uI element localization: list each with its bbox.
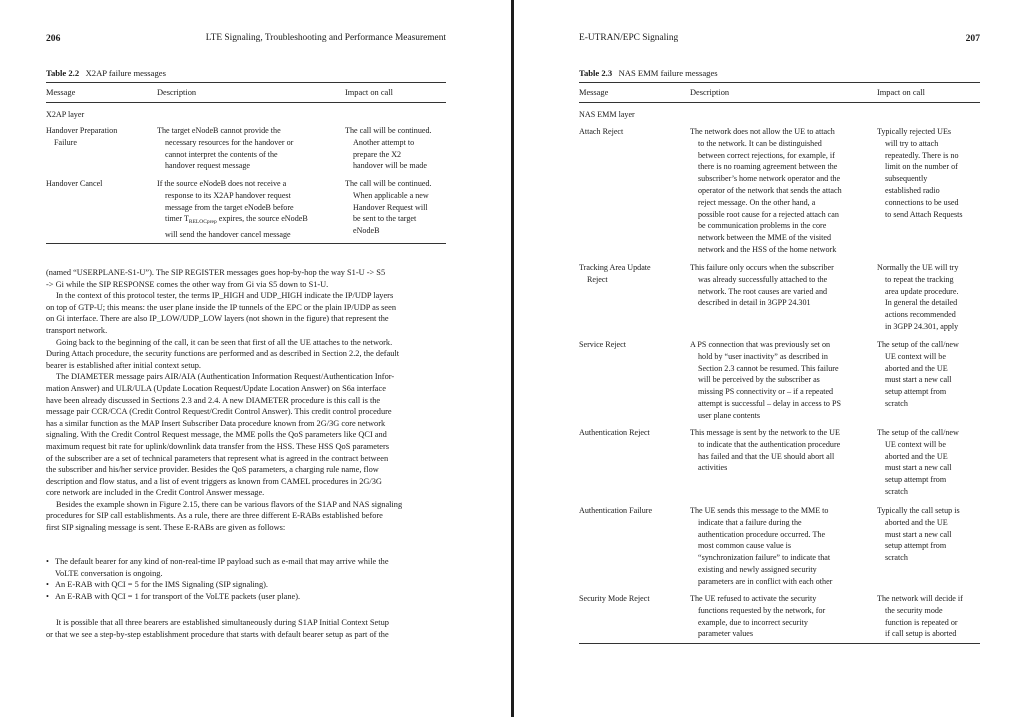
cell-line: Handover Preparation <box>46 126 118 135</box>
table-row-message <box>579 593 650 605</box>
cell-line-timer <box>157 213 308 229</box>
bullet-text: The default bearer for any kind of non-real-time IP payload such as e-mail that may arrive while the <box>55 557 389 566</box>
timer-prefix: timer T <box>165 214 189 224</box>
text-line: be communication problems in the core <box>698 221 827 231</box>
text-line: indicate that a failure during the <box>698 517 802 527</box>
text-line: most common cause value is <box>698 541 792 551</box>
cell-line: The call will be continued. <box>345 179 432 188</box>
timer-subscript: RELOCprep <box>188 219 217 226</box>
text-line: aborted and the UE <box>885 517 948 527</box>
text-line: maximum request bit rate for uplink/downlink data transfer from the HSS. These HSS QoS parameters <box>46 441 390 451</box>
text-line: The network will decide if <box>877 594 963 603</box>
text-line: scratch <box>885 398 908 408</box>
text-line: scratch <box>885 486 908 496</box>
text-line: Typically rejected UEs <box>877 127 952 136</box>
text-line: Authentication Reject <box>579 428 650 437</box>
table-header-message: Message <box>579 88 609 97</box>
table-caption: X2AP failure messages <box>85 68 166 78</box>
text-line: if call setup is aborted <box>885 629 957 639</box>
text-line: has a similar function as the MAP Insert Subscriber Data procedure known from 2G/3G core network <box>46 418 386 428</box>
text-line: network between the MME of the visited <box>698 233 832 243</box>
text-line: between correct rejections, for example, if <box>698 150 835 160</box>
table-row-message <box>579 505 652 517</box>
text-line: must start a new call <box>885 375 952 385</box>
text-line: must start a new call <box>885 529 952 539</box>
text-line: there is no roaming agreement between the <box>698 162 838 172</box>
text-line: function is repeated or <box>885 617 958 627</box>
text-line: user plane contents <box>698 410 761 420</box>
text-line: Security Mode Reject <box>579 594 650 603</box>
text-line: Tracking Area Update <box>579 263 651 272</box>
text-line: to the network. It can be distinguished <box>698 138 822 148</box>
text-line: on top of GTP-U; this means: the user plane inside the IP tunnels of the EPC or the plain IP/UDP as seen <box>46 302 397 312</box>
table-top-rule <box>46 82 446 83</box>
text-line: (named “USERPLANE-S1-U”). The SIP REGISTER messages goes hop-by-hop the way S1-U -> S5 <box>46 268 386 277</box>
bullet-list <box>46 556 389 602</box>
text-line: In general the detailed <box>885 298 958 308</box>
text-line: example, due to incorrect security <box>698 617 808 627</box>
text-line: activities <box>698 463 728 473</box>
bullet-dot-icon: • <box>46 580 49 590</box>
table-header-rule <box>46 102 446 103</box>
cell-line: When applicable a new <box>353 190 429 200</box>
text-line: UE context will be <box>885 439 946 449</box>
text-line: to repeat the tracking <box>885 274 954 284</box>
table-row-impact <box>877 339 959 410</box>
table-header-message: Message <box>46 88 76 97</box>
text-line: repeatedly. There is no <box>885 150 959 160</box>
cell-line: The target eNodeB cannot provide the <box>157 126 281 135</box>
table-number: Table 2.2 <box>46 68 80 78</box>
text-line: setup attempt from <box>885 387 947 397</box>
text-line: area update procedure. <box>885 286 959 296</box>
table-row-impact <box>877 505 960 564</box>
text-line: bearer is established after initial context setup. <box>46 360 201 370</box>
table-row-description <box>690 339 841 422</box>
closing-paragraph <box>46 617 389 640</box>
text-line: This message is sent by the network to the UE <box>690 428 840 437</box>
text-line: The setup of the call/new <box>877 428 959 437</box>
table-section-label: NAS EMM layer <box>579 110 635 119</box>
bullet-item <box>46 591 389 603</box>
text-line: transport network. <box>46 325 108 335</box>
cell-line: will send the handover cancel message <box>165 230 291 240</box>
cell-line: prepare the X2 <box>353 149 402 159</box>
table-row-impact <box>345 125 432 172</box>
bullet-text: An E-RAB with QCI = 1 for transport of the VoLTE packets (user plane). <box>55 591 301 601</box>
cell-line: Failure <box>54 137 77 147</box>
text-line: Authentication Failure <box>579 506 653 515</box>
text-line: in 3GPP 24.301, apply <box>885 321 959 331</box>
table-caption: NAS EMM failure messages <box>618 68 718 78</box>
text-line: of the subscriber are a set of technical parameters that represent what is agreed in the contract between <box>46 453 389 463</box>
table-row-message <box>579 126 623 138</box>
body-text <box>46 267 402 534</box>
right-page <box>515 0 1024 717</box>
table-header-description: Description <box>157 88 197 97</box>
text-line: operator of the network that sends the attach <box>698 185 842 195</box>
bullet-text: VoLTE conversation is ongoing. <box>55 568 163 578</box>
text-line: “synchronization failure” to indicate that <box>698 553 831 563</box>
text-line: UE context will be <box>885 351 946 361</box>
text-line: will try to attach <box>885 138 939 148</box>
table-header-impact: Impact on call <box>877 88 925 97</box>
text-line: Normally the UE will try <box>877 263 959 272</box>
text-line: subsequently <box>885 174 928 184</box>
table-row-description <box>690 593 825 640</box>
text-line: setup attempt from <box>885 541 947 551</box>
text-line: Service Reject <box>579 340 626 349</box>
text-line: setup attempt from <box>885 475 947 485</box>
left-running-title: LTE Signaling, Troubleshooting and Performance Measurement <box>205 33 446 43</box>
text-line: to indicate that the authentication procedure <box>698 439 841 449</box>
cell-line: message from the target eNodeB before <box>165 202 294 212</box>
table-bottom-rule <box>579 643 980 644</box>
text-line: authentication procedure occurred. The <box>698 529 826 539</box>
text-line: aborted and the UE <box>885 451 948 461</box>
cell-line: Handover Cancel <box>46 179 103 188</box>
table-row-description <box>690 427 840 474</box>
text-line: hold by “user inactivity” as described in <box>698 351 828 361</box>
text-line: functions requested by the network, for <box>698 605 826 615</box>
table-row-description <box>690 126 842 256</box>
table-row-description <box>157 178 308 241</box>
text-line: the security mode <box>885 605 943 615</box>
text-line: In the context of this protocol tester, the terms IP_HIGH and UDP_HIGH indicate the IP/UDP layers <box>56 291 394 301</box>
bullet-dot-icon: • <box>46 557 49 566</box>
table-row-message <box>46 125 117 149</box>
table-row-description <box>690 262 834 309</box>
text-line: limit on the number of <box>885 162 958 172</box>
text-line: -> Gi while the SIP RESPONSE comes the other way from Gi via S5 down to S1-U. <box>46 279 329 289</box>
text-line: network. The root causes are varied and <box>698 286 828 296</box>
text-line: have been already discussed in Sections 2.3 and 2.4. A new DIAMETER procedure is this call is the <box>46 395 381 405</box>
text-line: or that we see a step-by-step establishment procedure that starts with default bearer setup as part of the <box>46 629 389 639</box>
text-line: has failed and that the UE should abort all <box>698 451 835 461</box>
cell-line: be sent to the target <box>353 214 417 224</box>
text-line: connections to be used <box>885 197 959 207</box>
table-row-impact <box>877 593 963 640</box>
table-row-impact <box>877 126 963 220</box>
cell-line: response to its X2AP handover request <box>165 190 291 200</box>
cell-line: cannot interpret the contents of the <box>165 149 278 159</box>
table-row-description <box>690 505 832 588</box>
text-line: signaling. With the Credit Control Request message, the MME polls the QoS parameters like QCI and <box>46 430 387 440</box>
text-line: The DIAMETER message pairs AIR/AIA (Authentication Information Request/Authentication Infor- <box>56 372 395 382</box>
text-line: parameter values <box>698 629 754 639</box>
cell-line: necessary resources for the handover or <box>165 137 294 147</box>
text-line: on Gi interface. There are also IP_LOW/UDP_LOW layers (not shown in the figure) that represent the <box>46 314 389 324</box>
table-header-rule <box>579 102 980 103</box>
bullet-text: An E-RAB with QCI = 5 for the IMS Signaling (SIP signaling). <box>55 580 268 590</box>
cell-line: The call will be continued. <box>345 126 432 135</box>
table-section-label: X2AP layer <box>46 110 85 119</box>
text-line: missing PS connectivity or – if a repeated <box>698 387 834 397</box>
text-line: During Attach procedure, the security functions are performed and as described in Section 2.2, the default <box>46 349 400 359</box>
text-line: the subscriber and his/her service provider. Besides the QoS parameters, a charging rule name, flow <box>46 465 379 475</box>
text-line: A PS connection that was previously set on <box>690 340 831 349</box>
text-line: subscriber’s home network operator and the <box>698 174 841 184</box>
text-line: description and flow status, and a list of event triggers as known from CAMEL procedures in 2G/3G <box>46 476 382 486</box>
table-row-impact <box>345 178 432 237</box>
text-line: attempt is successful – delay in access to PS <box>698 398 841 408</box>
table-2-3-caption <box>579 68 718 78</box>
text-line: to send Attach Requests <box>885 209 963 219</box>
page-gutter <box>511 0 514 717</box>
table-bottom-rule <box>46 243 446 244</box>
right-running-title: E-UTRAN/EPC Signaling <box>579 33 679 43</box>
text-line: Attach Reject <box>579 127 624 136</box>
bullet-item <box>46 579 389 591</box>
cell-line: eNodeB <box>353 226 380 236</box>
table-row-message <box>46 178 102 190</box>
cell-line: Another attempt to <box>353 137 415 147</box>
table-header-impact: Impact on call <box>345 88 393 97</box>
text-line: reject message. On the other hand, a <box>698 197 816 207</box>
text-line: Going back to the beginning of the call, it can be seen that first of all the UE attaches to the network. <box>56 337 393 347</box>
table-row-message <box>579 427 650 439</box>
text-line: actions recommended <box>885 310 956 320</box>
table-2-2-caption <box>46 68 166 78</box>
table-row-message <box>579 339 626 351</box>
table-row-message <box>579 262 651 286</box>
text-line: mation Answer) and ULR/ULA (Update Location Request/Update Location Answer) on S6a interface <box>46 383 386 393</box>
table-row-impact <box>877 262 958 333</box>
text-line: described in detail in 3GPP 24.301 <box>698 298 811 308</box>
text-line: aborted and the UE <box>885 363 948 373</box>
text-line: possible root cause for a rejected attach can <box>698 209 839 219</box>
table-number: Table 2.3 <box>579 68 613 78</box>
text-line: message pair CCR/CCA (Credit Control Request/Credit Control Answer). This credit control procedure <box>46 407 392 417</box>
text-line: must start a new call <box>885 463 952 473</box>
bullet-dot-icon: • <box>46 591 49 601</box>
text-line: It is possible that all three bearers are established simultaneously during S1AP Initial Context Setup <box>56 618 389 627</box>
right-page-number: 207 <box>965 33 980 44</box>
text-line: This failure only occurs when the subscriber <box>690 263 834 272</box>
left-page-number: 206 <box>46 33 61 44</box>
text-line: The UE refused to activate the security <box>690 594 817 603</box>
text-line: Reject <box>587 274 608 284</box>
text-line: The setup of the call/new <box>877 340 959 349</box>
cell-line: Handover Request will <box>353 202 428 212</box>
text-line: was already successfully attached to the <box>698 274 828 284</box>
text-line: parameters are in conflict with each other <box>698 576 833 586</box>
text-line: Typically the call setup is <box>877 506 960 515</box>
text-line: network and the HSS of the home network <box>698 244 837 254</box>
text-line: Besides the example shown in Figure 2.15, there can be various flavors of the S1AP and NAS signaling <box>56 499 403 509</box>
text-line: first SIP signaling message is sent. These E-RABs are given as follows: <box>46 523 286 533</box>
cell-line: handover request message <box>165 161 250 171</box>
text-line: existing and newly assigned security <box>698 564 817 574</box>
table-header-description: Description <box>690 88 730 97</box>
text-line: core network are included in the Credit Control Answer message. <box>46 488 265 498</box>
cell-line: handover will be made <box>353 161 427 171</box>
text-line: scratch <box>885 553 908 563</box>
table-row-description <box>157 125 293 172</box>
table-row-impact <box>877 427 959 498</box>
text-line: procedures for SIP call establishments. As a rule, there are three different E-RABs established before <box>46 511 383 521</box>
text-line: Section 2.3 cannot be resumed. This failure <box>698 363 839 373</box>
text-line: will be perceived by the subscriber as <box>698 375 820 385</box>
timer-suffix: expires, the source eNodeB <box>216 214 308 224</box>
text-line: established radio <box>885 185 940 195</box>
text-line: The UE sends this message to the MME to <box>690 506 829 515</box>
bullet-item <box>46 556 389 579</box>
text-line: The network does not allow the UE to attach <box>690 127 835 136</box>
cell-line: If the source eNodeB does not receive a <box>157 179 287 188</box>
table-top-rule <box>579 82 980 83</box>
